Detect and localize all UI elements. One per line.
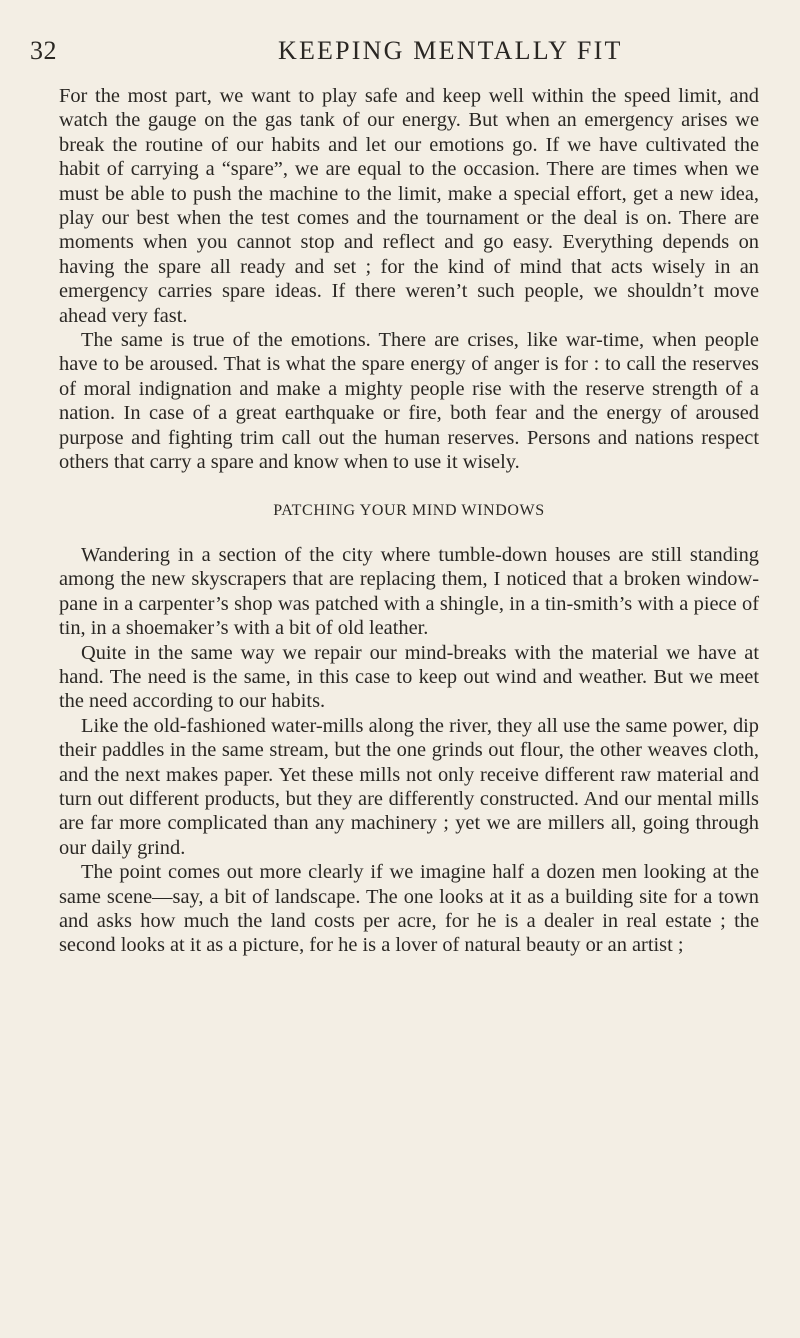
- paragraph: The point comes out more clearly if we imagine half a dozen men looking at the same scene—say, a bit of landscape. The one looks at it as a building site for a town and asks how much the land costs per acre, for he is a dealer in real estate ; the second looks at it as a picture, for he is a lover of natural beauty or an artist ;: [59, 861, 759, 957]
- paragraph: Wandering in a section of the city where tumble-down houses are still standing among the new skyscrapers that are replacing them, I noticed that a broken window-pane in a carpenter’s shop was patched with a shingle, in a tin-smith’s with a piece of tin, in a shoemaker’s with a bit of old leather.: [59, 543, 759, 640]
- page-number: 32: [30, 36, 57, 65]
- paragraph: Like the old-fashioned water-mills along the river, they all use the same power, dip their paddles in the same stream, but the one grinds out flour, the other weaves cloth, and the next makes paper. Yet these mills not only receive different raw material and turn out different products, but they are differently constructed. And our mental mills are far more complicated than any machinery ; yet we are millers all, going through our daily grind.: [59, 714, 759, 859]
- paragraph: The same is true of the emotions. There are crises, like war-time, when people have to be aroused. That is what the spare energy of anger is for : to call the reserves of moral indignation and make a mighty people rise with the reserve strength of a nation. In case of a great earthquake or fire, both fear and the energy of aroused purpose and fighting trim call out the human reserves. Persons and nations respect others that carry a spare and know when to use it wisely.: [59, 329, 759, 474]
- running-head: KEEPING MENTALLY FIT: [278, 36, 623, 65]
- body-text: [59, 84, 759, 958]
- paragraph: For the most part, we want to play safe and keep well within the speed limit, and watch the gauge on the gas tank of our energy. But when an emergency arises we break the routine of our habits and let our emotions go. If we have cultivated the habit of carrying a “spare”, we are equal to the occasion. There are times when we must be able to push the machine to the limit, make a special effort, get a new idea, play our best when the test comes and the tournament or the deal is on. There are moments when you cannot stop and reflect and go easy. Everything depends on having the spare all ready and set ; for the kind of mind that acts wisely in an emergency carries spare ideas. If there weren’t such people, we shouldn’t move ahead very fast.: [59, 85, 759, 327]
- page-header: [30, 36, 760, 76]
- paragraph: Quite in the same way we repair our mind-breaks with the material we have at hand. The need is the same, in this case to keep out wind and weather. But we meet the need according to our habits.: [59, 641, 759, 713]
- section-heading: PATCHING YOUR MIND WINDOWS: [273, 501, 545, 519]
